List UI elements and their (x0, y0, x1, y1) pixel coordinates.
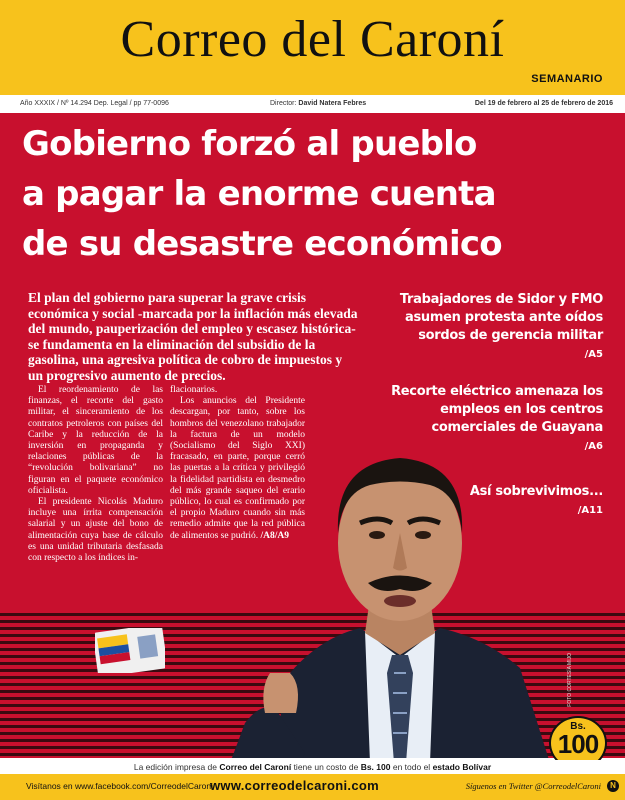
director-label: Director: (270, 100, 297, 107)
print-price-notice (0, 760, 625, 774)
notice-price: Bs. 100 (360, 762, 391, 772)
notice-text: en todo el (392, 762, 431, 772)
page-reference: /A8/A9 (260, 530, 289, 541)
director-line (270, 100, 366, 107)
front-page-panel (0, 113, 625, 758)
newspaper-subtitle: SEMANARIO (531, 73, 603, 85)
id-card-graphic (95, 628, 165, 673)
director-name: David Natera Febres (298, 100, 367, 107)
main-headline (22, 119, 612, 269)
body-paragraph: El reordenamiento de las finanzas, el recorte del gasto militar, el sinceramiento de los contratos petroleros con países del Caribe y la reducción de la inversión en propaganda y relaciones públicas de la “revolución bolivariana” no figuran en el paquete económico oficialista. (28, 385, 163, 496)
body-text: Los anuncios del Presidente descargan, por tanto, sobre los hombros del venezolano trabajador la factura de un modelo (Socialismo del Siglo XXI) fracasado, en parte, porque cerró las puertas a la crítica y privilegió la fidelidad partidista en desmedro del más grande saqueo del erario público, lo cual es confirmado por el propio Maduro cuando sin más remedio admite que la red pública de alimentos se pudrió. (170, 396, 305, 541)
side-story-title: Así sobrevivimos... (469, 484, 603, 499)
notice-text: tiene un costo de (293, 762, 359, 772)
body-paragraph: flacionarios. (170, 385, 218, 395)
side-story-1[interactable] (383, 291, 603, 360)
side-story-ref: /A11 (577, 505, 603, 516)
body-paragraph: El presidente Nicolás Maduro incluye una írrita compensación salarial y un ajuste del bono de alimentación cuya base de cálculo es una unidad tributaria desfasada con respecto a los índices in- (28, 497, 163, 564)
notice-state: estado Bolívar (432, 762, 492, 772)
footer-bar (0, 774, 625, 800)
side-story-ref: /A6 (584, 441, 603, 452)
masthead (0, 0, 625, 95)
president-photo (230, 423, 570, 758)
headline-line: Gobierno forzó al pueblo (22, 124, 477, 164)
lead-paragraph: El plan del gobierno para superar la grave crisis económica y social -marcada por la inflación más elevada del mundo, pauperización del empleo y escasez histórica- se fundamenta en la eliminación del subsidio de la gasolina, una agresiva política de cobro de impuestos y un progresivo aumento de precios. (28, 290, 358, 383)
facebook-link[interactable]: Visítanos en www.facebook.com/CorreodelCaroni (26, 781, 213, 791)
photo-credit: FOTO CORTESÍA MIJO (567, 653, 573, 707)
headline-line: a pagar la enorme cuenta (22, 174, 496, 214)
side-story-title: Trabajadores de Sidor y FMO asumen protesta ante oídos sordos de gerencia militar (399, 292, 603, 343)
side-story-ref: /A5 (584, 349, 603, 360)
website-link[interactable]: www.correodelcaroni.com (210, 778, 379, 793)
price-value: 100 (557, 729, 599, 759)
body-column-1 (28, 385, 163, 564)
side-story-title: Recorte eléctrico amenaza los empleos en los centros comerciales de Guayana (391, 384, 603, 435)
headline-line: de su desastre económico (22, 224, 502, 264)
price-currency: Bs. (570, 721, 586, 732)
newspaper-title: Correo del Caroní (120, 11, 505, 68)
issue-meta: Año XXXIX / Nº 14.294 Dep. Legal / pp 77-0096 (20, 100, 169, 107)
twitter-link[interactable]: Síguenos en Twitter @CorreodelCaroni (465, 781, 601, 791)
brand-logo-icon: N (607, 780, 619, 792)
notice-text: La edición impresa de (133, 762, 218, 772)
notice-paper: Correo del Caroní (219, 762, 292, 772)
info-bar (0, 95, 625, 113)
issue-dates: Del 19 de febrero al 25 de febrero de 2016 (474, 100, 613, 107)
